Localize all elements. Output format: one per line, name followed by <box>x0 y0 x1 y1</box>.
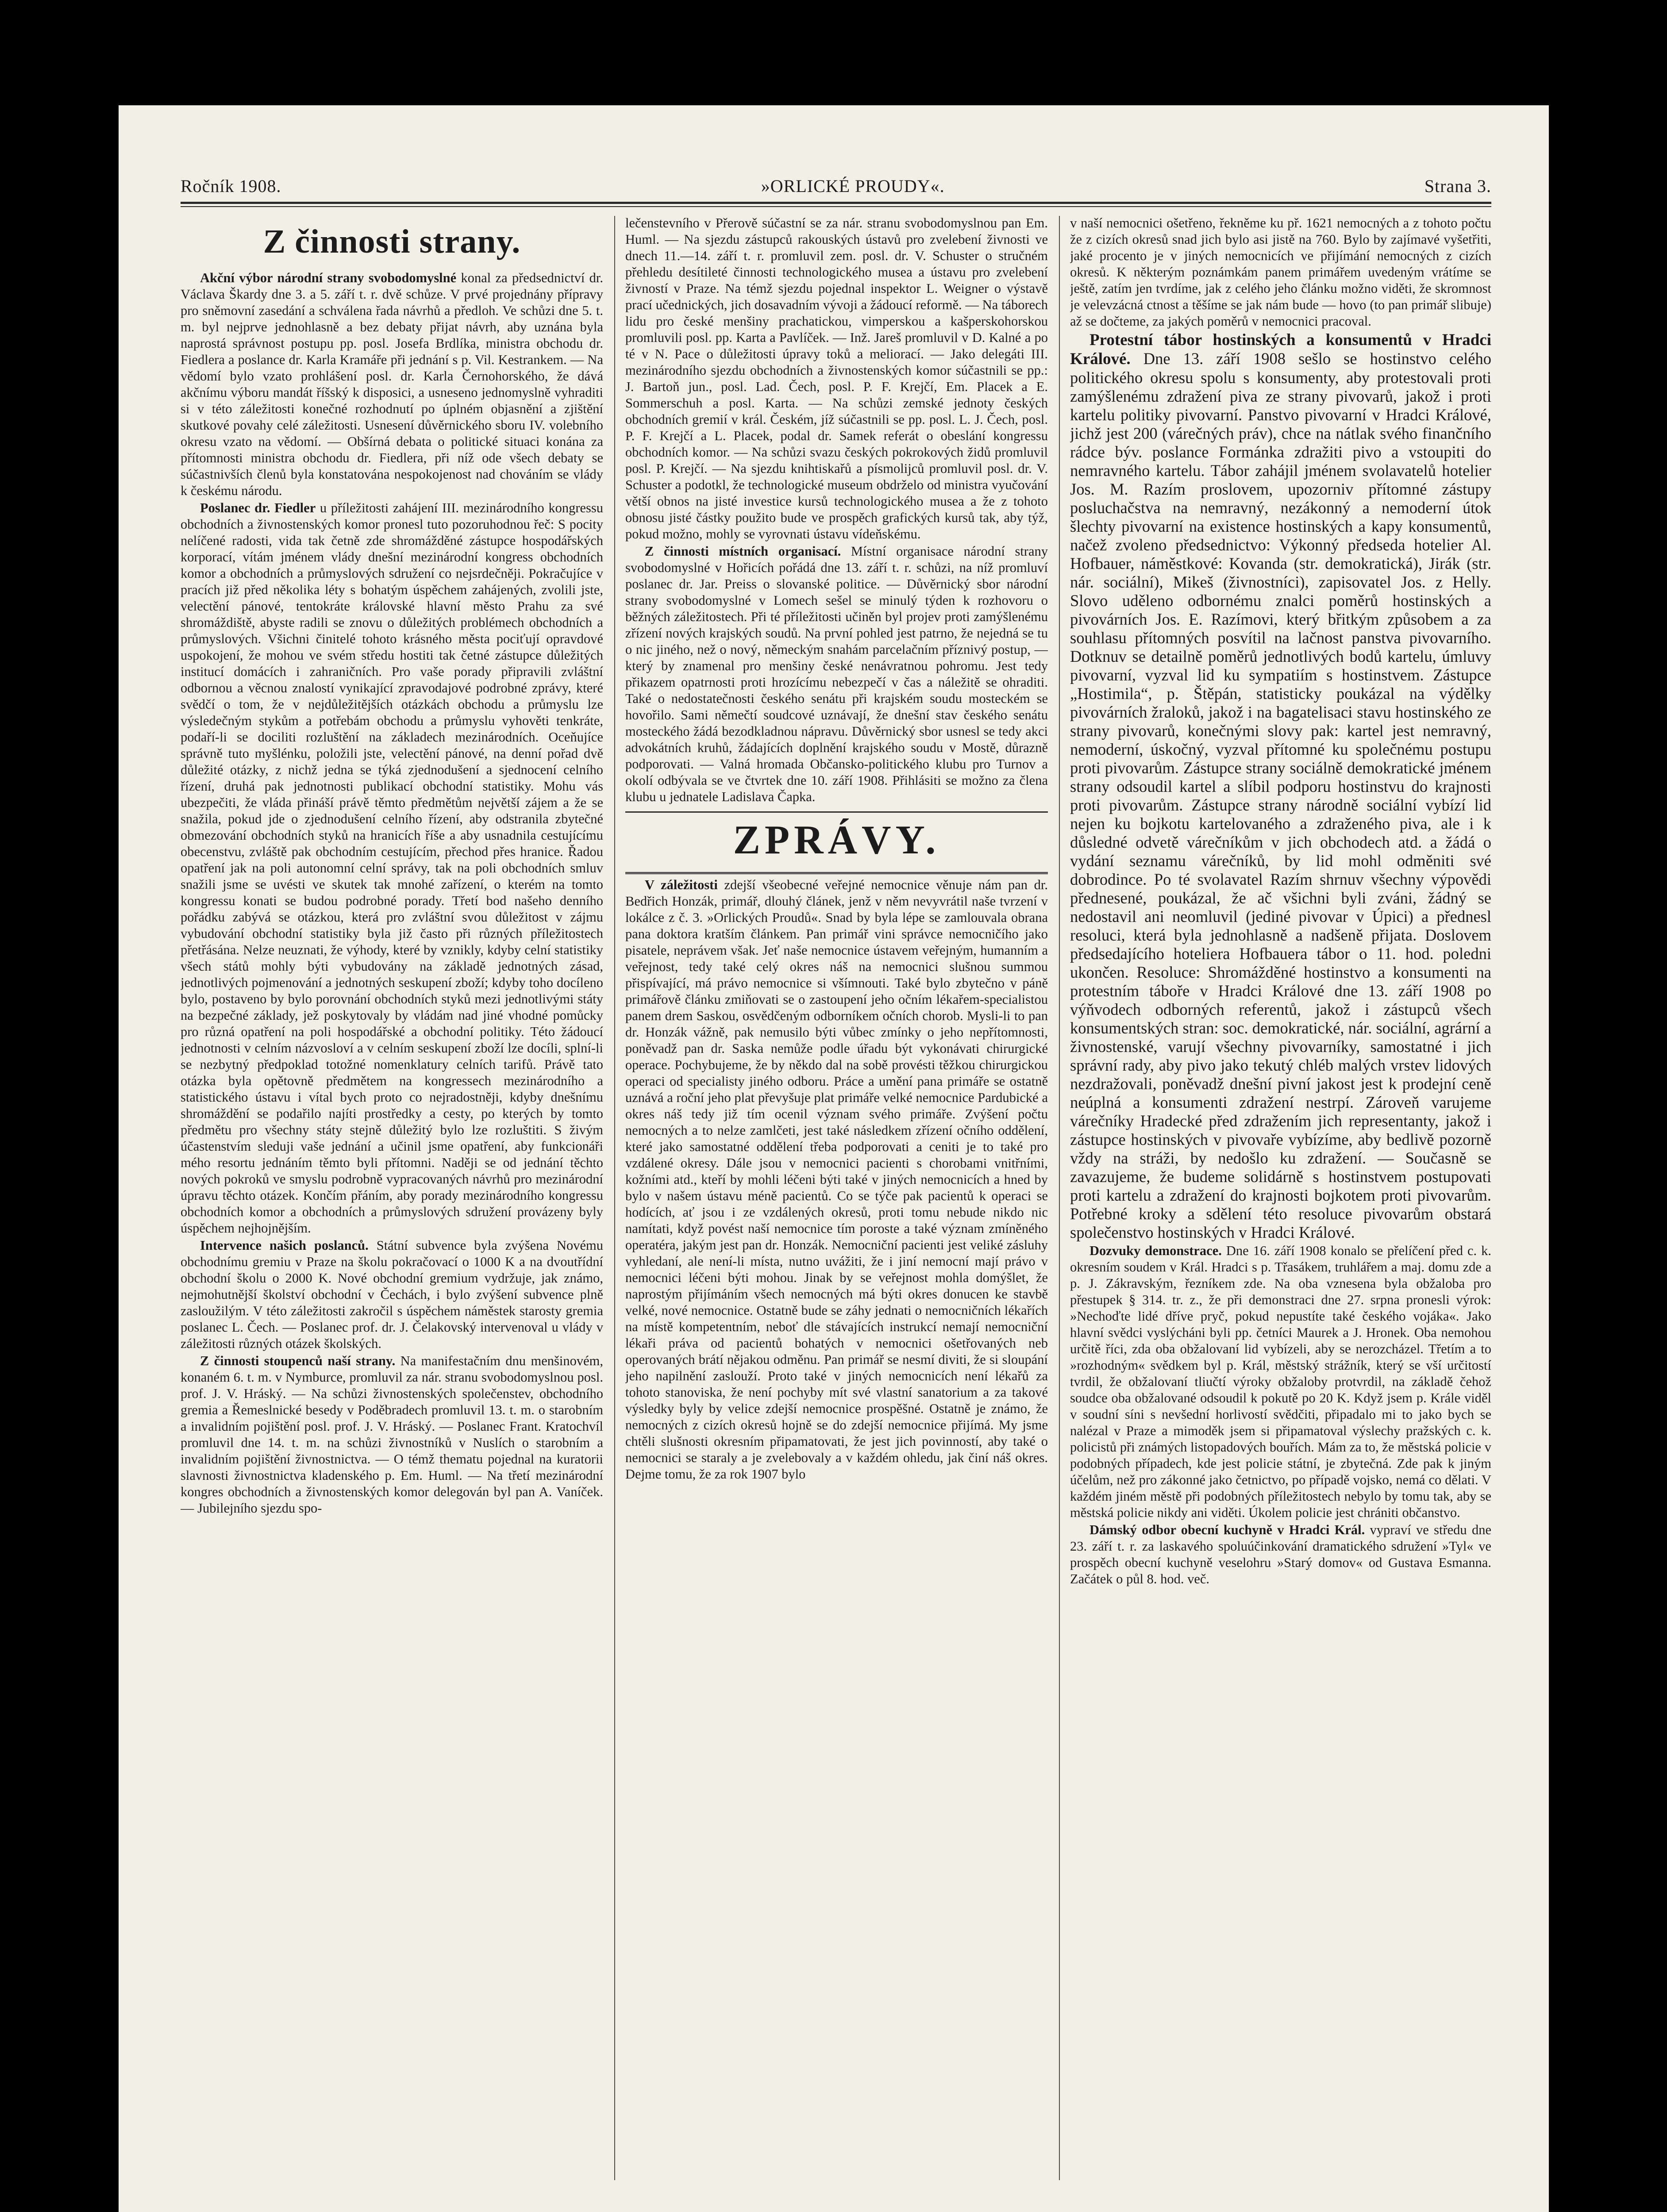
section-rule <box>625 872 1048 874</box>
article-lead: Z činnosti místních organisací. <box>645 544 841 559</box>
masthead-rule-thin <box>181 206 1491 207</box>
article-paragraph: Protestní tábor hostinských a konsumentů v Hradci Králové. Dne 13. září 1908 sešlo se hostinstvo celého politického okresu spolu s konsumenty, aby protestovali proti zamýšlenému zdražení piva ze strany pivovarů, jakož i proti kartelu politiky pivovarní. Panstvo pivovarní v Hradci Králové, jichž jest 200 (várečných práv), chce na nátlak svého finančního rádce býv. poslance Formánka zdražiti pivo a vstoupiti do nemravného kartelu. Tábor zahájil jménem svolavatelů hotelier Jos. M. Razím proslovem, upozorniv přítomné zástupy posluchačstva na nemravný, nezákonný a nemoderní útok šlechty pivovarní na existence hostinských a kapy konsumentů, načež zvoleno předsednictvo: Výkonný předseda hotelier Al. Hofbauer, náměstkové: Kovanda (str. demokratická), Jirák (str. nár. sociální), Mikeš (živnostníci), zapisovatel Jos. z Helly. Slovo uděleno odbornému znalci poměrů hostinských a pivovárních Jos. E. Razímovi, který břitkým způsobem a za souhlasu přítomných posvítil na lačnost panstva pivovarního. Dotknuv se detailně poměrů jednotlivých bodů kartelu, úmluvy pivovarní, vyzval lid ku sympatiím s hostinstvem. Zástupce „Hostimila“, p. Štěpán, statisticky poukázal na výdělky pivovárních žraloků, jakož i na bagatelisaci stavu hostinského ze strany pivovarů, konečnými slovy pak: kartel jest nemravný, nemoderní, úskočný, vyzval přítomné ku společnému postupu proti pivovarům. Zástupce strany sociálně demokratické jménem strany odsoudil kartel a slíbil podporu hostinstvu do krajnosti proti pivovarům. Zástupce strany národně sociální vybízí lid nejen ku bojkotu kartelovaného a zdraženého piva, ale i k důsledné odvetě várečníkům v jich obchodech atd. a žádá o vydání seznamu várečníků, by lid mohl odměniti své dobrodince. Po té svolavatel Razím shrnuv všechny výpovědi přednesené, poukázal, že ač všichni byli zváni, žádný se nedostavil ani neomluvil (jediné pivovar v Úpici) a přednesl resoluci, která byla jednohlasně a nadšeně přijata. Doslovem předsedajícího hoteliera Hofbauera tábor o 11. hod. poledni ukončen. Resoluce: Shromážděné hostinstvo a konsumenti na protestním táboře v Hradci Králové dne 13. září 1908 po výňvodech odborných referentů, jakož i zástupců všech konsumentských stran: soc. demokratické, nár. sociální, agrární a živnostenské, varují všechny pivovarníky, samostatné i jich správní rady, aby pivo jako tekutý chléb malých vrstev lidových nezdražovali, poněvadž dnešní pivní jakost jest k prodejní ceně neúplná a konsumenti zdražení nestrpí. Zároveň varujeme várečníky Hradecké před zdražením jich representanty, jakož i zástupce hostinských v pivovaře vybízíme, aby bedlivě pozorně vždy na stráži, by nedošlo ku zdražení. — Současně se zavazujeme, že budeme solidárně s hostinstvem postupovati proti kartelu a zdražení do krajnosti bojkotem proti pivovarům. Potřebné kroky a sdělení této resoluce pivovarům obstará společenstvo hostinských v Hradci Králové. <box>1070 331 1491 1241</box>
article-lead: Poslanec dr. Fiedler <box>200 500 316 515</box>
article-lead: Z činnosti stoupenců naší strany. <box>200 1353 396 1368</box>
volume-label: Ročník 1908. <box>181 176 281 196</box>
column-3 <box>1070 215 1491 2212</box>
article-lead: Protestní tábor hostinských a konsumentů v Hradci Králové. <box>1070 331 1491 368</box>
column-divider <box>1059 216 1060 2180</box>
newspaper-page <box>119 105 1549 2212</box>
article-lead: V záležitosti <box>645 877 718 892</box>
article-paragraph: Akční výbor národní strany svobodomyslné konal za předsednictví dr. Václava Škardy dne 3. a 5. září t. r. dvě schůze. V prvé projednány přípravy pro sněmovní zasedání a schválena řada návrhů a předloh. Ve schůzi dne 5. t. m. byl nejprve jednohlasně a bez debaty přijat návrh, aby uznána byla naprostá správnost postupu pp. posl. Josefa Brdlíka, ministra obchodu dr. Fiedlera a poslance dr. Karla Kramáře při jednání s p. Vil. Kestrankem. — Na vědomí bylo vzato prohlášení posl. dr. Karla Černohorského, že dává akčnímu výboru mandát říšský k disposici, a usneseno jednomyslně vyhraditi si v této záležitosti konečné rozhodnutí po úplném objasnění a zjištění skutkové povahy celé záležitosti. Usnesení důvěrnického sboru IV. volebního okresu vzato na vědomí. — Obšírná debata o politické situaci konána za přítomnosti ministra obchodu dr. Fiedlera, při níž ode všech debaty se súčastnivších členů byla konstatována nespokojenost nad chováním se vlády k českému národu. <box>181 270 603 498</box>
section-rule <box>625 811 1048 813</box>
article-lead: Dozvuky demonstrace. <box>1090 1243 1222 1258</box>
masthead <box>181 168 1491 196</box>
news-heading: ZPRÁVY. <box>733 817 940 862</box>
article-paragraph: Poslanec dr. Fiedler u příležitosti zahájení III. mezinárodního kongressu obchodních a živnostenských komor pronesl tuto pozoruhodnou řeč: S pocity nelíčené radosti, vida tak četně zde shromážděné zástupce hospodářských korporací, vítám jménem vlády dnešní mezinárodní kongress obchodních komor a obchodních a průmyslových sdružení co nejsrdečněji. Pokračujíce v pracích již před několika léty s bohatým úspěchem zahájených, zvolili jste, velectění pánové, tentokráte královské hlavní město Prahu za své shromáždiště, abyste radili se znovu o důležitých problémech obchodních a průmyslových. Všichni činitelé tohoto krásného města pociťují opravdové uspokojení, že mohou ve svém středu hostiti tak četné zástupce důležitých institucí domácích i zahraničních. Pro vaše porady připravili zvláštní odbornou a věcnou znalostí vynikající zpravodajové podrobné zprávy, které svědčí o tom, že v nejdůležitějších otázkách obchodu a průmyslu lze výsledečným stykům a potřebám obchodu a průmyslu vyhověti tenkráte, podaří-li se dociliti rozluštění na základech mezinárodních. Oceňujíce správně tuto myšlénku, položili jste, velectění pánové, na denní pořad dvě důležité otázky, z nichž jedna se týká zjednodušení a sjednocení celního řízení, druhá pak jednotnosti publikací obchodní statistiky. Mohu vás ubezpečiti, že vláda přináší právě těmto předmětům největší zájem a že se snažila, pokud jde o zjednodušení celního řízení, aby odstranila zbytečné obmezování obchodních styků na hranicích říše a aby usnadnila cestujícímu obecenstvu, zvláště pak obchodním cestujícím, přechod přes hranice. Řadou opatření jak na poli autonomní celní správy, tak na poli obchodních smluv snažili jsme se uvésti ve skutek tak mnohé zařízení, o kterém na tomto kongressu konati se budou podrobné porady. Třetí bod našeho denního pořádku zabývá se otázkou, která pro zvláštní svou důležitost v zájmu vybudování obchodní statistiky byla již často při různých příležitostech přetřásána. Nelze neuznati, že výhody, které by vznikly, kdyby celní statistiky všech států mohly býti vybudovány na základě jednotných zásad, jednotlivých pojmenování a jednotných seskupení zboží; kdyby toho docíleno bylo, postaveno by bylo porovnání obchodních styků mezi jednotlivými státy na bezpečné základy, jež poskytovaly by vládám nad jiné vhodné pomůcky pro různá opatření na poli hospodářské a obchodní politiky. Této žádoucí jednotnosti v celním názvosloví a v celním seskupení zboží lze docíli, splní-li se nezbytný předpoklad totožné nomenklatury celních tarifů. Právě tato otázka byla opětovně předmětem na kongressech mezinárodního a statistického ústavu i vítal bych proto co nejradostněji, kdyby dnešnímu shromáždění se podařilo najíti prostředky a cesty, po kterých by tomto předmětu pro všechny státy stejně důležitý bylo lze rozluštiti. S živým účastenstvím sleduji vaše jednání a učinil jsme opatření, aby funkcionáři mého resortu jednáním těmto byli přítomni. Naději se od jednání těchto nových pokroků ve smyslu podrobně vypracovaných návrhů pro mezinárodní úpravu těchto otázek. Končím přáním, aby porady mezinárodního kongressu obchodních komor a obchodních a průmyslových sdružení provázeny byly úspěchem nejhojnějším. <box>181 500 603 1236</box>
column-2 <box>625 215 1048 2212</box>
article-paragraph: v naší nemocnici ošetřeno, řekněme ku př. 1621 nemocných a z tohoto počtu že z cizích okresů snad jich bylo asi jistě na 760. Bylo by zajímavé vyšetřiti, jaké procento je v jiných nemocnicích ve přijímání nemocných z cizích okresů. K některým poznámkám panem primářem uvedeným vrátíme se ještě, zatím jen tvrdíme, jak z celého jeho článku možno viděti, že skromnost je velevzácná ctnost a těšíme se jak nám bude — hovo (to pan primář slibuje) až se dočteme, za jakých poměrů v nemocnici pracoval. <box>1070 215 1491 329</box>
article-paragraph: Dámský odbor obecní kuchyně v Hradci Král. vypraví ve středu dne 23. září t. r. za laskavého spoluúčinkování dramatického sdružení »Tyl« ve prospěch obecní kuchyně veselohru »Starý domov« od Gustava Esmanna. Začátek o půl 8. hod. več. <box>1070 1522 1491 1586</box>
newspaper-title: »ORLICKÉ PROUDY«. <box>761 176 945 196</box>
article-lead: Akční výbor národní strany svobodomyslné <box>200 270 457 285</box>
column-divider <box>614 216 615 2180</box>
masthead-rule <box>181 202 1491 204</box>
article-lead: Intervence našich poslanců. <box>200 1238 369 1253</box>
article-paragraph: Z činnosti stoupenců naší strany. Na manifestačním dnu menšinovém, konaném 6. t. m. v Nymburce, promluvil za nár. stranu svobodomyslnou posl. prof. J. V. Hráský. — Na schůzi živnostenských společenstev, obchodního gremia a Řemeslnické besedy v Poděbradech promluvil 13. t. m. o starobním a invalidním pojištění posl. prof. J. V. Hráský. — Poslanec Frant. Kratochvíl promluvil dne 14. t. m. na schůzi živnostníků v Nuslích o starobním a invalidním pojištění živnostnictva. — O témž thematu pojednal na kuratorii slavnosti živnostnictva kladenského p. Em. Huml. — Na třetí mezinárodní kongres obchodních a živnostenských komor delegován byl pan A. Vaníček. — Jubilejního sjezdu spo- <box>181 1353 603 1516</box>
article-paragraph: lečenstevního v Přerově súčastní se za nár. stranu svobodomyslnou pan Em. Huml. — Na sjezdu zástupců rakouských ústavů pro zvelebení živnosti ve dnech 11.—14. září t. r. promluvil zem. posl. dr. V. Schuster o stručném přehledu desítileté činnosti technologického musea a ústavu pro zvelebení živností v Praze. Na témž sjezdu pojednal inspektor L. Weigner o výstavě prací učednických, jich dosavadním vývoji a žádoucí reformě. — Na táborech lidu pro české menšiny prachatickou, vimperskou a kašperskohorskou promluvili posl. pp. Karta a Pavlíček. — Inž. Jareš promluvil v D. Kalné a po té v N. Pace o důležitosti úpravy toků a meliorací. — Jako delegáti III. mezinárodního sjezdu obchodních a živnostenských komor súčastnili se pp.: J. Bartoň jun., posl. Lad. Čech, posl. P. F. Krejčí, Em. Placek a E. Sommerschuh a posl. Karta. — Na schůzi zemské jednoty českých obchodních gremií v král. Českém, jíž súčastnili se pp. posl. L. J. Čech, posl. P. F. Krejčí a L. Placek, podal dr. Samek referát o obeslání kongressu obchodních komor. — Na schůzi svazu českých pokrokových židů promluvil posl. P. Krejčí. — Na sjezdu knihtiskařů a písmolijců promluvil posl. dr. V. Schuster a podotkl, že technologické museum obdrželo od ministra vyučování větší obnos na jisté investice kursů technologického musea a že z tohoto obnosu jisté částky použito bude ve prospěch grafických kursů tak, aby týž, pokud možno, mohly se vyrovnati ústavu vídeňskému. <box>625 215 1048 541</box>
article-paragraph: Dozvuky demonstrace. Dne 16. září 1908 konalo se přelíčení před c. k. okresním soudem v Král. Hradci s p. Třasákem, truhlářem a maj. domu zde a p. J. Zákravským, řezníkem zde. Na oba vznesena byla obžaloba pro přestupek § 314. tr. z., že při demonstraci dne 27. srpna pronesli výrok: »Nechoďte lidé dříve pryč, pokud nepustíte také českého vojáka«. Jako hlavní svědci vyslýcháni byli pp. četníci Maurek a J. Hronek. Oba nemohou určitě říci, zda oba obžalovaní lid vybízeli, aby se nerozcházel. Třetím a to »rozhodným« svědkem byl p. Král, městský strážník, který se vší určitostí tvrdil, že obžalovaní tliučtí výroky obžaloby protvrdil, na základě čehož soudce oba obžalované odsoudil k pokutě po 20 K. Když jsem p. Krále viděl v soudní síni s nevšední horlivostí svědčiti, připadalo mi to jako bych se nalézal v Praze a mimoděk jsem si připamatoval výslechy pražských c. k. policistů při známých listopadových bouřích. Mám za to, že městská policie v podobných případech, kde jest policie státní, je zbytečná. Zde pak k jiným účelům, než pro zákonné jako četnictvo, po případě vojsko, nemá co dělati. V každém jiném městě při podobných příležitostech nebylo by tomu tak, aby se městská policie nikdy ani viděti. Úkolem policie jest chrániti občanstvo. <box>1070 1243 1491 1520</box>
article-paragraph: Intervence našich poslanců. Státní subvence byla zvýšena Novému obchodnímu gremiu v Praze na školu pokračovací o 1000 K a na dvoutřídní obchodní školu o 2000 K. Nové obchodní gremium vydržuje, jak známo, nejmohutnější školství obchodní v Čechách, i bylo zvýšení subvence plně zasloužilým. V této záležitosti zakročil s úspěchem náměstek starosty gremia poslanec L. Čech. — Poslanec prof. dr. J. Čelakovský intervenoval u vlády v záležitosti různých otázek školských. <box>181 1238 603 1351</box>
article-lead: Dámský odbor obecní kuchyně v Hradci Král. <box>1090 1522 1365 1537</box>
article-paragraph: Z činnosti místních organisací. Místní organisace národní strany svobodomyslné v Hořicích pořádá dne 13. září t. r. schůzi, na níž promluví poslanec dr. Jar. Preiss o slovanské politice. — Důvěrnický sbor národní strany svobodomyslné v Lomech sešel se minulý týden k rozhovoru o běžných záležitostech. Při té příležitosti učiněn byl projev proti zamýšlenému zřízení nových krajských soudů. Na první pohled jest patrno, že nejedná se tu o nic jiného, než o nový, německým snahám parcelačním příznivý postup, — který by znamenal pro menšiny české nenávratnou pohromu. Jest tedy přikazem opatrnosti proti hrozícímu nebezpečí v čas a náležitě se ohraditi. Také o nedostatečnosti českého senátu při krajském soudu mosteckém se hovořilo. Sami němečtí soudcové uznávají, že dnešní stav českého senátu mosteckého žádá bezodkladnou nápravu. Důvěrnický sbor usnesl se tedy akci advokátních kruhů, žádajících doplnění krajského soudu v Mostě, důrazně podporovati. — Valná hromada Občansko-politického klubu pro Turnov a okolí odbývala se ve čtvrtek dne 10. září 1908. Přihlásiti se možno za člena klubu u jednatele Ladislava Čapka. <box>625 544 1048 804</box>
column-1 <box>181 215 603 2212</box>
section-heading: Z činnosti strany. <box>263 223 521 260</box>
page-number: Strana 3. <box>1424 176 1491 196</box>
article-paragraph: V záležitosti zdejší všeobecné veřejné nemocnice věnuje nám pan dr. Bedřich Honzák, primář, dlouhý článek, jenž v něm nevyvrátil naše tvrzení v lokálce z č. 3. »Orlických Proudů«. Snad by byla lépe se zamlouvala obrana pana doktora kratším článkem. Pan primář vini správce nemocničího jako pisatele, neprávem však. Jeť naše nemocnice ústavem veřejným, humanním a veřejnost, tedy také celý okres náš na nemocnici slušnou summou přispívající, má právo nemocnice si všímnouti. Také bylo zbytečno v páně primářově článku zmiňovati se o zastoupení jeho očním lékařem-specialistou panem drem Saskou, osvědčeným odborníkem očních chorob. Mysli-li to pan dr. Honzák vážně, pak nemusilo býti vůbec zmínky o jeho nepřítomnosti, poněvadž pan dr. Saska nemůže podle úřadu být vykonávati chirurgické operace. Pochybujeme, že by někdo dal na sobě provésti těžkou chirurgickou operaci od specialisty jiného odboru. Práce a umění pana primáře se ostatně uznává a roční jeho plat převyšuje plat primáře velké nemocnice Pardubické a okres náš tedy již tím ocenil význam svého primáře. Zvýšení počtu nemocných a to nelze zamlčeti, jest také následkem zřízení očního oddělení, které jako samostatné oddělení třeba podporovati a ceniti je to také pro vzdálené okresy. Dále jsou v nemocnici pacienti s chorobami vnitřními, kožními atd., kteří by mohli léčeni býti také v jiných nemocnicích a hned by bylo v našem ústavu méně pacientů. Co se týče pak pacientů k operaci se hodících, ať jsou i ze vzdálených okresů, proti tomu nebude nikdo nic namítati, když povést naší nemocnice tím poroste a také význam zmíněného operatéra, jakým jest pan dr. Honzák. Nemocniční pacienti jest veliké zásluhy vyhledaní, ale není-li místa, nutno uvážiti, že i jiní nemocní mají právo v nemocnici léčeni býti mohou. Jinak by se veřejnost mohla domýšlet, že naprostým přijímáním všech nemocných má býti okres donucen ke stavbě velké, nové nemocnice. Ostatně bude se záhy jednati o nemocničních lékařích na místě kompetentním, neboť dle stávajících instrukcí nemají nemocniční lékaři práva od pacientů bohatých v nemocnici ošetřovaných neb operovaných brátí nějakou odměnu. Pan primář se nesmí diviti, že si sloupání jeho napilnění zaslouží. Proto také v jiných nemocnicích není lékařů za tohoto stanoviska, že není pochyby mít své vlastní sanatorium a za takové výsledky byly by velice zdejší nemocnice prospěšné. Ostatně je známo, že nemocných z cizích okresů hojně se do zdejší nemocnice přijímá. My jsme chtěli slušnosti okresním připamatovati, že jest jich povinností, aby také o nemocnici se staraly a je zvelebovaly a v každém ohledu, jak činí náš okres. Dejme tomu, že za rok 1907 bylo <box>625 877 1048 1482</box>
